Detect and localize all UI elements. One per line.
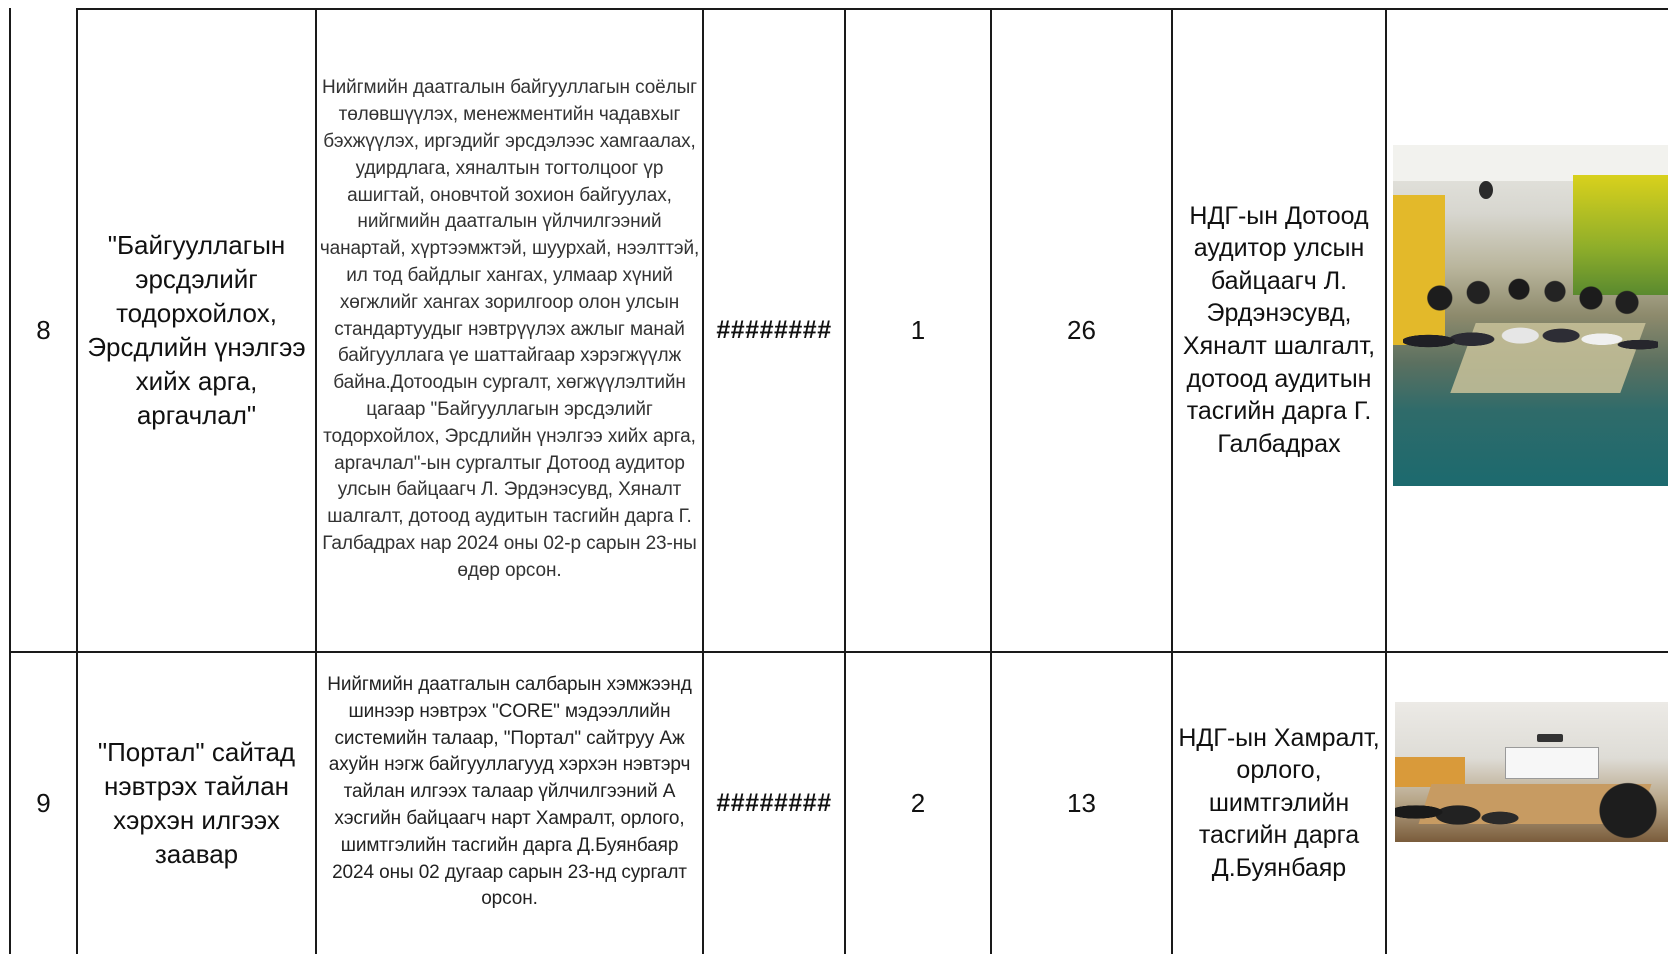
count-cell[interactable]	[845, 652, 991, 954]
training-description-cell[interactable]	[316, 8, 703, 652]
photo-people	[1588, 772, 1668, 842]
participants-value: 26	[1067, 314, 1096, 345]
grid-line	[10, 651, 1668, 653]
date-cell[interactable]	[703, 652, 845, 954]
participants-cell[interactable]	[991, 652, 1172, 954]
count-value: 1	[910, 314, 926, 345]
grid-line	[990, 8, 992, 954]
grid-line	[76, 8, 78, 954]
participants-value: 13	[1067, 787, 1096, 818]
photo-lamp	[1479, 181, 1493, 199]
training-photo	[1395, 702, 1668, 842]
count-cell[interactable]	[845, 8, 991, 652]
training-title: "Портал" сайтад нэвтрэх тайлан хэрхэн илгээх заавар	[97, 737, 296, 869]
instructor-cell[interactable]	[1172, 652, 1386, 954]
grid-line	[702, 8, 704, 954]
instructor-name: НДГ-ын Хамралт, орлого, шимтгэлийн тасгийн дарга Д.Буянбаяр	[1178, 723, 1380, 882]
training-title: "Байгууллагын эрсдэлийг тодорхойлох, Эрсдлийн үнэлгээ хийх арга, аргачлал"	[87, 230, 306, 430]
grid-line	[844, 8, 846, 954]
instructor-name: НДГ-ын Дотоод аудитор улсын байцаагч Л. Эрдэнэсувд, Хяналт шалгалт, дотоод аудитын тасгийн дарга Г. Галбадрах	[1182, 201, 1376, 458]
row-number-cell[interactable]	[10, 652, 77, 954]
training-title-cell[interactable]	[77, 652, 316, 954]
date-cell[interactable]	[703, 8, 845, 652]
grid-line	[1171, 8, 1173, 954]
photo-screen	[1505, 747, 1599, 779]
training-description: Нийгмийн даатгалын салбарын хэмжээнд шинээр нэвтрэх "CORE" мэдээллийн системийн талаар, "Портал" сайтруу Аж ахуйн нэгж байгууллагууд хэрхэн нэвтэрч тайлан илгээх талаар үйлчилгээний А хэсгийн байцаагч нарт Хамралт, орлого, шимтгэлийн тасгийн дарга Д.Буянбаяр 2024 оны 02 дугаар сарын 23-нд сургалт орсон.	[327, 674, 692, 910]
date-overflow-value: ########	[716, 315, 832, 344]
count-value: 2	[910, 787, 926, 818]
grid-line	[9, 8, 11, 954]
training-description: Нийгмийн даатгалын байгууллагын соёлыг төлөвшүүлэх, менежментийн чадавхыг бэхжүүлэх, иргэдийг эрсдэлээс хамгаалах, удирдлага, хяналтын тогтолцоог үр ашигтай, оновчтой зохион байгуулах, нийгмийн даатгалын үйлчилгээний чанартай, хүртээмжтэй, шуурхай, нээлттэй, ил тод байдлыг хангах, улмаар хүний хөгжлийг хангах зорилгоор олон улсын стандартуудыг нэвтрүүлэх ажлыг манай байгууллага үе шаттайгаар хэрэгжүүлж байна.Дотоодын сургалт, хөгжүүлэлтийн цагаар "Байгууллагын эрсдэлийг тодорхойлох, Эрсдлийн үнэлгээ хийх арга, аргачлал"-ын сургалтыг Дотоод аудитор улсын байцаагч Л. Эрдэнэсувд, Хяналт шалгалт, дотоод аудитын тасгийн дарга Г. Галбадрах нар 2024 оны 02-р сарын 23-ны өдөр орсон.	[319, 77, 700, 581]
row-number: 8	[36, 314, 51, 345]
training-title-cell[interactable]	[77, 8, 316, 652]
grid-line	[315, 8, 317, 954]
photo-people	[1403, 305, 1658, 395]
photo-people	[1395, 782, 1535, 842]
training-description-cell[interactable]	[316, 652, 703, 954]
training-photo	[1393, 145, 1668, 486]
instructor-cell[interactable]	[1172, 8, 1386, 652]
grid-line	[1385, 8, 1387, 954]
row-number-cell[interactable]	[10, 8, 77, 652]
date-overflow-value: ########	[716, 788, 832, 817]
participants-cell[interactable]	[991, 8, 1172, 652]
row-number: 9	[36, 787, 51, 818]
photo-projector	[1537, 734, 1563, 742]
